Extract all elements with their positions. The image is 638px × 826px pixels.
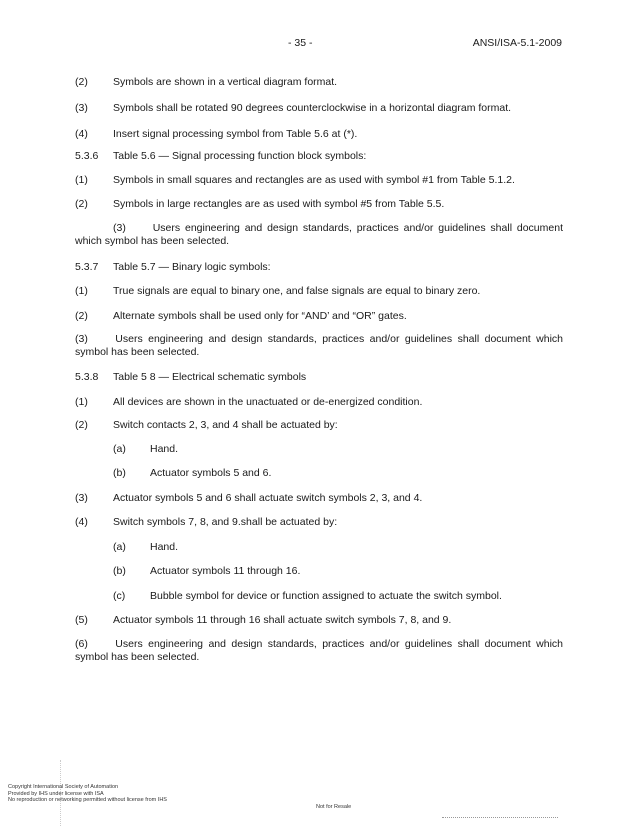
item-text: True signals are equal to binary one, and false signals are equal to binary zero. — [113, 285, 481, 297]
item-number: (2) — [75, 76, 88, 88]
item-number: (1) — [75, 396, 88, 408]
standard-reference: ANSI/ISA-5.1-2009 — [472, 37, 562, 49]
item-number: (2) — [75, 419, 88, 431]
license-stamp-mark — [442, 817, 558, 820]
item-number: (a) — [113, 443, 126, 455]
footer-line: Provided by IHS under license with ISA — [8, 790, 104, 797]
item-text: Symbols in large rectangles are as used with symbol #5 from Table 5.5. — [113, 198, 445, 210]
item-text: Hand. — [150, 443, 179, 455]
item-number: (4) — [75, 128, 88, 140]
item-text: All devices are shown in the unactuated or de-energized condition. — [113, 396, 423, 408]
item-text: Insert signal processing symbol from Table 5.6 at (*). — [113, 128, 358, 140]
footer-line: Copyright International Society of Automation — [8, 784, 119, 790]
list-item-paragraph — [75, 333, 563, 359]
item-text: Users engineering and design standards, practices and/or guidelines shall document which symbol has been selected. — [75, 333, 563, 358]
page-number: - 35 - — [288, 37, 313, 49]
item-text: Hand. — [150, 541, 179, 553]
item-number: (4) — [75, 516, 88, 528]
item-text: Users engineering and design standards, practices and/or guidelines shall document which symbol has been selected. — [75, 222, 563, 247]
item-text: Switch symbols 7, 8, and 9.shall be actuated by: — [113, 516, 338, 528]
item-number: (2) — [75, 198, 88, 210]
item-number: (a) — [113, 541, 126, 553]
item-number: (3) — [75, 333, 88, 345]
item-number: (c) — [113, 590, 126, 602]
section-title: Table 5 8 — Electrical schematic symbols — [113, 371, 307, 383]
section-number: 5.3.8 — [75, 371, 99, 383]
item-number: (b) — [113, 467, 126, 479]
item-number: (b) — [113, 565, 126, 577]
section-title: Table 5.7 — Binary logic symbols: — [113, 261, 271, 273]
item-number: (6) — [75, 638, 88, 650]
item-text: Actuator symbols 11 through 16. — [150, 565, 301, 577]
footer-line: No reproduction or networking permitted without license from IHS — [8, 797, 167, 803]
item-number: (1) — [75, 174, 88, 186]
item-text: Symbols are shown in a vertical diagram format. — [113, 76, 338, 88]
item-number: (2) — [75, 310, 88, 322]
item-number: (1) — [75, 285, 88, 297]
not-for-resale-label: Not for Resale — [316, 804, 352, 810]
item-text: Switch contacts 2, 3, and 4 shall be actuated by: — [113, 419, 338, 431]
item-number: (5) — [75, 614, 88, 626]
item-text: Actuator symbols 11 through 16 shall actuate switch symbols 7, 8, and 9. — [113, 614, 452, 626]
section-number: 5.3.7 — [75, 261, 99, 273]
list-item-paragraph — [75, 222, 563, 248]
copyright-footer — [8, 784, 167, 804]
item-text: Bubble symbol for device or function assigned to actuate the switch symbol. — [150, 590, 502, 602]
item-number: (3) — [75, 492, 88, 504]
section-title: Table 5.6 — Signal processing function block symbols: — [113, 150, 367, 162]
item-text: Alternate symbols shall be used only for “AND’ and “OR” gates. — [113, 310, 407, 322]
list-item-paragraph — [75, 638, 563, 664]
item-text: Symbols shall be rotated 90 degrees counterclockwise in a horizontal diagram format. — [113, 102, 512, 114]
item-text: Symbols in small squares and rectangles are as used with symbol #1 from Table 5.1.2. — [113, 174, 515, 186]
item-number: (3) — [113, 222, 126, 234]
section-number: 5.3.6 — [75, 150, 99, 162]
item-text: Users engineering and design standards, practices and/or guidelines shall document which symbol has been selected. — [75, 638, 563, 663]
item-text: Actuator symbols 5 and 6 shall actuate switch symbols 2, 3, and 4. — [113, 492, 423, 504]
item-number: (3) — [75, 102, 88, 114]
item-text: Actuator symbols 5 and 6. — [150, 467, 272, 479]
